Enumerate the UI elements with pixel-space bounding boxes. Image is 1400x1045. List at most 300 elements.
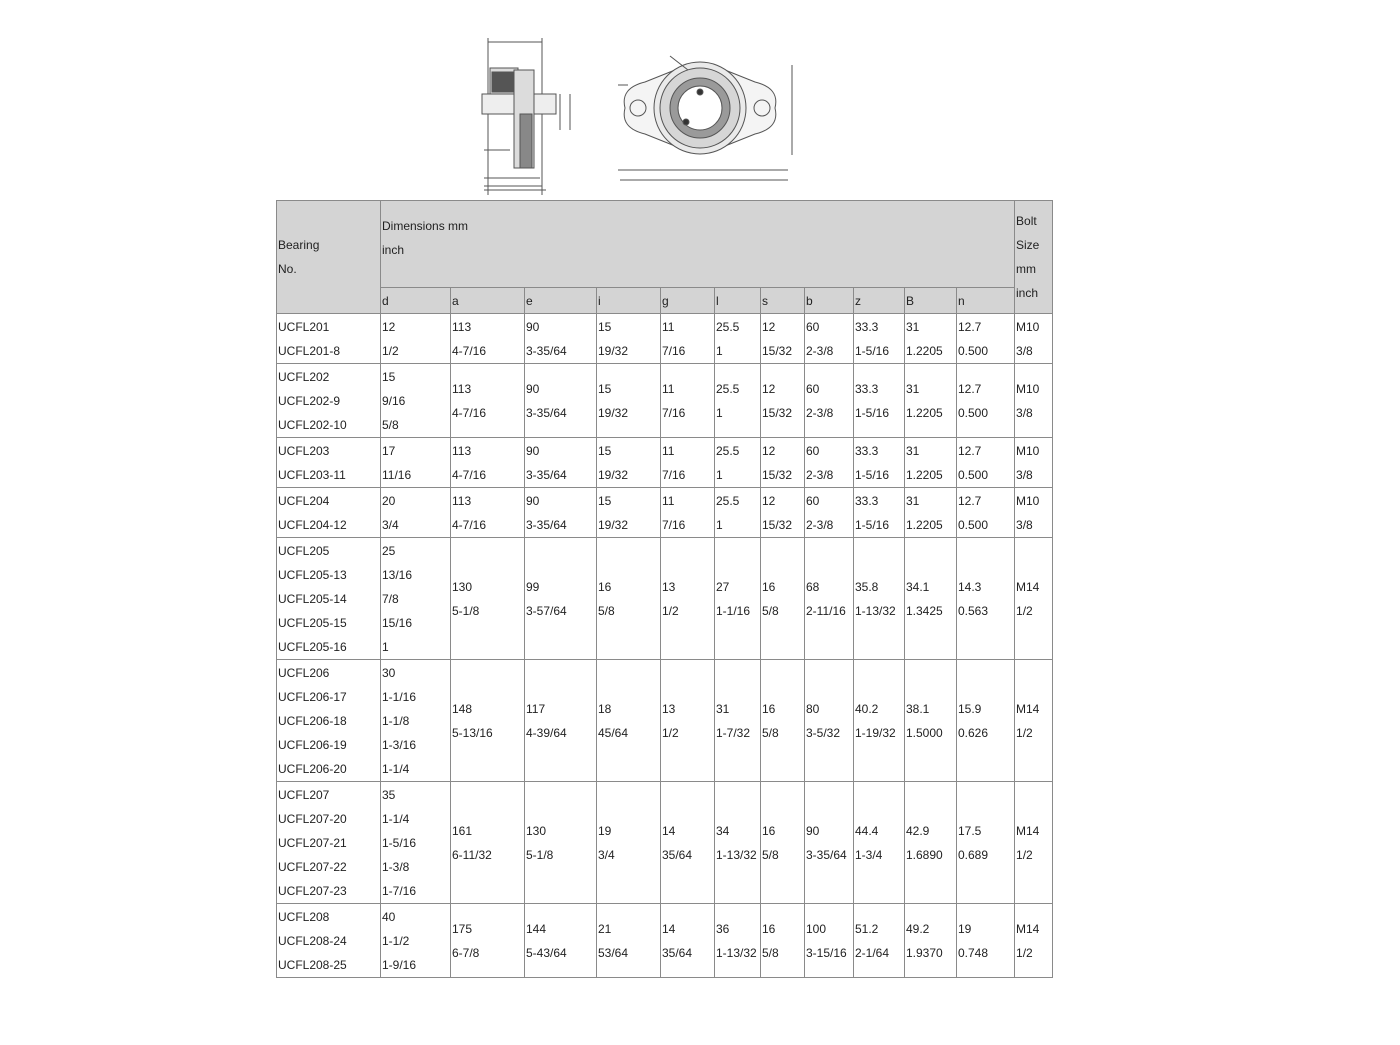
- cell-line: 5/8: [762, 945, 779, 960]
- cell-l: [715, 782, 761, 904]
- cell-line: 15: [382, 369, 396, 384]
- cell-line: 12: [382, 319, 396, 334]
- cell-z: [854, 438, 905, 488]
- table-row: [277, 488, 1053, 538]
- cell-e: [525, 364, 597, 438]
- cell-n: [957, 364, 1015, 438]
- cell-line: 12.7: [958, 381, 982, 396]
- cell-line: 1-5/16: [382, 835, 417, 850]
- cell-line: 5/8: [762, 603, 779, 618]
- bearing-drawings: [470, 30, 810, 200]
- cell-b: [905, 488, 957, 538]
- cell-line: 3-35/64: [806, 847, 847, 862]
- cell-line: 5-1/8: [452, 603, 480, 618]
- cell-b: [805, 538, 854, 660]
- cell-line: 1/2: [1016, 725, 1033, 740]
- cell-line: 40: [382, 909, 396, 924]
- cell-line: UCFL205-15: [278, 615, 347, 630]
- cell-line: 15: [598, 443, 612, 458]
- cell-line: 4-7/16: [452, 517, 487, 532]
- cell-line: 5-43/64: [526, 945, 567, 960]
- cell-line: 1/2: [1016, 603, 1033, 618]
- cell-n: [957, 538, 1015, 660]
- cell-a: [451, 782, 525, 904]
- cell-line: 1: [716, 517, 723, 532]
- cell-line: 12.7: [958, 443, 982, 458]
- cell-a: [451, 538, 525, 660]
- cell-line: 35/64: [662, 945, 693, 960]
- column-header: a: [451, 288, 525, 314]
- cell-l: [715, 904, 761, 978]
- cell-line: 31: [906, 319, 920, 334]
- header-dimensions: Dimensions mm inch: [381, 201, 1015, 288]
- cell-line: UCFL208-25: [278, 957, 347, 972]
- cell-a: [451, 660, 525, 782]
- cell-i: [597, 660, 661, 782]
- cell-line: 1: [382, 639, 389, 654]
- cell-line: 33.3: [855, 319, 879, 334]
- cell-e: [525, 660, 597, 782]
- cell-b: [805, 782, 854, 904]
- cell-line: UCFL203-11: [278, 467, 346, 482]
- cell-line: 15/32: [762, 467, 793, 482]
- cell-line: 11: [662, 319, 675, 334]
- cell-i: [597, 904, 661, 978]
- cell-d: [381, 364, 451, 438]
- cell-line: M14: [1016, 701, 1040, 716]
- cell-s: [761, 904, 805, 978]
- cell-b: [805, 488, 854, 538]
- cell-line: 15/32: [762, 343, 793, 358]
- cell-line: UCFL203: [278, 443, 330, 458]
- cell-line: 17: [382, 443, 396, 458]
- cell-line: 1.2205: [906, 517, 943, 532]
- cell-a: [451, 314, 525, 364]
- table-row: [277, 904, 1053, 978]
- cell-line: 130: [452, 579, 473, 594]
- cell-line: 35.8: [855, 579, 879, 594]
- column-header: g: [661, 288, 715, 314]
- cell-line: 14: [662, 921, 676, 936]
- cell-line: 1-3/4: [855, 847, 883, 862]
- cell-line: UCFL202-10: [278, 417, 347, 432]
- cell-line: 113: [452, 443, 472, 458]
- cell-line: 5/8: [382, 417, 399, 432]
- cell-line: 1-3/16: [382, 737, 417, 752]
- cell-line: 1: [716, 343, 723, 358]
- cell-b: [805, 364, 854, 438]
- cell-line: 0.500: [958, 405, 989, 420]
- cell-line: 18: [598, 701, 612, 716]
- cell-line: 113: [452, 381, 472, 396]
- cell-line: UCFL207: [278, 787, 330, 802]
- cell-z: [854, 660, 905, 782]
- cell-bearing: [277, 488, 381, 538]
- cell-line: 1.2205: [906, 343, 943, 358]
- cell-line: 100: [806, 921, 827, 936]
- cell-line: 60: [806, 381, 820, 396]
- cell-e: [525, 488, 597, 538]
- cell-line: 33.3: [855, 493, 879, 508]
- cell-i: [597, 782, 661, 904]
- cell-line: 90: [526, 443, 540, 458]
- cell-line: 1/2: [662, 725, 679, 740]
- cell-bearing: [277, 438, 381, 488]
- cell-line: 1-9/16: [382, 957, 417, 972]
- cell-line: 0.500: [958, 467, 989, 482]
- column-header: s: [761, 288, 805, 314]
- cell-line: 14.3: [958, 579, 982, 594]
- column-header: l: [715, 288, 761, 314]
- cell-b: [905, 904, 957, 978]
- cell-line: 7/16: [662, 517, 686, 532]
- cell-n: [957, 438, 1015, 488]
- cell-line: UCFL207-20: [278, 811, 347, 826]
- cell-bolt: [1015, 782, 1053, 904]
- cell-z: [854, 364, 905, 438]
- cell-b: [905, 538, 957, 660]
- cell-line: 15: [598, 381, 612, 396]
- cell-z: [854, 314, 905, 364]
- column-header: b: [805, 288, 854, 314]
- cell-l: [715, 314, 761, 364]
- cell-b: [905, 314, 957, 364]
- cell-line: M14: [1016, 579, 1040, 594]
- cell-line: 45/64: [598, 725, 629, 740]
- cell-line: 11: [662, 493, 675, 508]
- cell-line: 7/16: [662, 405, 686, 420]
- cell-line: 11: [662, 381, 675, 396]
- cell-line: 1.5000: [906, 725, 943, 740]
- cell-line: M10: [1016, 319, 1040, 334]
- cell-line: 19/32: [598, 343, 629, 358]
- cell-line: UCFL206-19: [278, 737, 347, 752]
- cell-line: 15/16: [382, 615, 413, 630]
- cell-line: UCFL202-9: [278, 393, 341, 408]
- cell-line: 15: [598, 493, 612, 508]
- cell-line: 1.3425: [906, 603, 943, 618]
- cell-line: 0.500: [958, 517, 989, 532]
- cell-line: 25.5: [716, 381, 740, 396]
- cell-line: 1/2: [662, 603, 679, 618]
- cell-g: [661, 782, 715, 904]
- cell-line: 90: [526, 493, 540, 508]
- cell-line: 15.9: [958, 701, 982, 716]
- cell-line: 1-1/16: [716, 603, 751, 618]
- cell-line: 3-57/64: [526, 603, 567, 618]
- cell-line: 3-5/32: [806, 725, 841, 740]
- cell-line: 3-35/64: [526, 343, 567, 358]
- cell-s: [761, 488, 805, 538]
- cell-line: 1-3/8: [382, 859, 410, 874]
- cell-line: UCFL206-17: [278, 689, 347, 704]
- cell-n: [957, 660, 1015, 782]
- cell-line: 33.3: [855, 381, 879, 396]
- cell-g: [661, 364, 715, 438]
- cell-line: 1-1/8: [382, 713, 410, 728]
- cell-line: 1-7/32: [716, 725, 751, 740]
- cell-line: 1-1/4: [382, 811, 410, 826]
- cell-z: [854, 488, 905, 538]
- cell-e: [525, 538, 597, 660]
- cell-line: UCFL207-22: [278, 859, 347, 874]
- cell-line: 2-3/8: [806, 517, 834, 532]
- cell-s: [761, 364, 805, 438]
- cell-line: 4-7/16: [452, 467, 487, 482]
- cell-line: 3-35/64: [526, 405, 567, 420]
- cell-line: 1-5/16: [855, 405, 890, 420]
- cell-line: 4-7/16: [452, 405, 487, 420]
- cell-line: 0.689: [958, 847, 989, 862]
- cell-line: 3/4: [598, 847, 615, 862]
- cell-s: [761, 538, 805, 660]
- cell-line: 2-3/8: [806, 343, 834, 358]
- cell-line: 3/8: [1016, 467, 1033, 482]
- cell-d: [381, 488, 451, 538]
- table-body: [277, 314, 1053, 978]
- cell-g: [661, 660, 715, 782]
- cell-line: M10: [1016, 381, 1040, 396]
- column-header: i: [597, 288, 661, 314]
- cell-n: [957, 314, 1015, 364]
- cell-line: 68: [806, 579, 820, 594]
- cell-line: 35/64: [662, 847, 693, 862]
- cell-s: [761, 438, 805, 488]
- cell-i: [597, 364, 661, 438]
- cell-d: [381, 538, 451, 660]
- cell-line: 49.2: [906, 921, 930, 936]
- cell-line: 1.2205: [906, 467, 943, 482]
- cell-line: UCFL204: [278, 493, 330, 508]
- cell-bolt: [1015, 438, 1053, 488]
- cell-line: 1-1/2: [382, 933, 410, 948]
- cell-g: [661, 438, 715, 488]
- cell-line: 113: [452, 319, 472, 334]
- cell-line: 5/8: [762, 725, 779, 740]
- cell-line: UCFL201-8: [278, 343, 341, 358]
- cell-g: [661, 904, 715, 978]
- cell-n: [957, 782, 1015, 904]
- cell-line: 2-3/8: [806, 405, 834, 420]
- cell-l: [715, 488, 761, 538]
- cell-bearing: [277, 314, 381, 364]
- cell-line: 1/2: [382, 343, 399, 358]
- cell-line: 6-11/32: [452, 847, 492, 862]
- cell-e: [525, 782, 597, 904]
- cell-line: 144: [526, 921, 547, 936]
- column-header: d: [381, 288, 451, 314]
- cell-line: 31: [906, 381, 920, 396]
- cell-g: [661, 314, 715, 364]
- cell-i: [597, 438, 661, 488]
- cell-line: 113: [452, 493, 472, 508]
- cell-line: 1.9370: [906, 945, 943, 960]
- cell-line: 60: [806, 493, 820, 508]
- cell-line: 25.5: [716, 443, 740, 458]
- cell-line: 3-15/16: [806, 945, 847, 960]
- cell-line: 2-3/8: [806, 467, 834, 482]
- cell-line: UCFL204-12: [278, 517, 347, 532]
- cell-line: 12: [762, 319, 776, 334]
- cell-b: [905, 660, 957, 782]
- cell-b: [805, 904, 854, 978]
- cell-line: 2-11/16: [806, 603, 846, 618]
- cell-line: 4-39/64: [526, 725, 567, 740]
- cell-line: 3/8: [1016, 517, 1033, 532]
- cell-i: [597, 488, 661, 538]
- cell-g: [661, 488, 715, 538]
- cell-line: 1/2: [1016, 847, 1033, 862]
- cell-line: 3-35/64: [526, 517, 567, 532]
- cell-line: 38.1: [906, 701, 930, 716]
- cell-line: 3-35/64: [526, 467, 567, 482]
- cell-line: 1-1/16: [382, 689, 417, 704]
- cell-line: 0.563: [958, 603, 989, 618]
- cell-line: UCFL206: [278, 665, 330, 680]
- cell-a: [451, 904, 525, 978]
- header-bolt-size: Bolt Size mm inch: [1015, 201, 1053, 314]
- cell-line: 5-13/16: [452, 725, 493, 740]
- cell-line: 34: [716, 823, 730, 838]
- cell-line: 60: [806, 443, 820, 458]
- table-row: [277, 660, 1053, 782]
- cell-line: 15: [598, 319, 612, 334]
- cell-line: M10: [1016, 493, 1040, 508]
- cell-bolt: [1015, 314, 1053, 364]
- cell-line: 1-5/16: [855, 467, 890, 482]
- cell-line: 1-5/16: [855, 343, 890, 358]
- dimension-table: [276, 200, 1053, 978]
- cell-line: 21: [598, 921, 612, 936]
- front-view-drawing: [618, 56, 792, 180]
- cell-line: 17.5: [958, 823, 982, 838]
- cell-l: [715, 438, 761, 488]
- cell-line: UCFL206-18: [278, 713, 347, 728]
- column-header: z: [854, 288, 905, 314]
- cell-line: 148: [452, 701, 473, 716]
- cell-line: 5/8: [598, 603, 615, 618]
- cell-bolt: [1015, 488, 1053, 538]
- cell-bolt: [1015, 538, 1053, 660]
- cell-line: 1-1/4: [382, 761, 410, 776]
- cell-line: 3/8: [1016, 405, 1033, 420]
- cell-line: 16: [762, 921, 776, 936]
- cell-a: [451, 364, 525, 438]
- cell-b: [905, 438, 957, 488]
- cell-line: 16: [598, 579, 612, 594]
- cell-line: 13: [662, 579, 676, 594]
- cell-line: 7/8: [382, 591, 399, 606]
- cell-l: [715, 660, 761, 782]
- table-row: [277, 782, 1053, 904]
- cell-line: 44.4: [855, 823, 879, 838]
- table-row: [277, 438, 1053, 488]
- cell-line: UCFL205-14: [278, 591, 347, 606]
- cell-line: 27: [716, 579, 730, 594]
- cell-line: 7/16: [662, 467, 686, 482]
- cell-line: 4-7/16: [452, 343, 487, 358]
- cell-line: 3/4: [382, 517, 399, 532]
- cell-line: 16: [762, 701, 776, 716]
- cell-bolt: [1015, 904, 1053, 978]
- cell-line: 15/32: [762, 405, 793, 420]
- header-bearing-no: Bearing No.: [277, 201, 381, 314]
- cell-line: UCFL208: [278, 909, 330, 924]
- cell-line: 1: [716, 467, 723, 482]
- cell-line: 1.6890: [906, 847, 943, 862]
- cell-line: UCFL202: [278, 369, 330, 384]
- cell-bolt: [1015, 660, 1053, 782]
- cell-line: 34.1: [906, 579, 930, 594]
- cell-line: 3/8: [1016, 343, 1033, 358]
- cell-a: [451, 488, 525, 538]
- cell-line: 7/16: [662, 343, 686, 358]
- cell-e: [525, 904, 597, 978]
- cell-line: 35: [382, 787, 396, 802]
- cell-line: 16: [762, 579, 776, 594]
- cell-bearing: [277, 538, 381, 660]
- cell-s: [761, 782, 805, 904]
- cell-line: 19/32: [598, 467, 629, 482]
- cell-b: [805, 660, 854, 782]
- cell-bearing: [277, 782, 381, 904]
- cell-line: 5/8: [762, 847, 779, 862]
- cell-line: 20: [382, 493, 396, 508]
- cell-line: 5-1/8: [526, 847, 554, 862]
- cell-d: [381, 438, 451, 488]
- cell-e: [525, 314, 597, 364]
- cell-line: 51.2: [855, 921, 879, 936]
- cell-i: [597, 314, 661, 364]
- cell-line: 33.3: [855, 443, 879, 458]
- cell-a: [451, 438, 525, 488]
- cell-line: 60: [806, 319, 820, 334]
- cell-line: 19/32: [598, 517, 629, 532]
- cell-line: 0.748: [958, 945, 989, 960]
- cell-bearing: [277, 660, 381, 782]
- cell-i: [597, 538, 661, 660]
- cell-s: [761, 660, 805, 782]
- cell-line: UCFL205: [278, 543, 330, 558]
- cell-d: [381, 660, 451, 782]
- cell-d: [381, 904, 451, 978]
- cell-line: 1/2: [1016, 945, 1033, 960]
- cell-line: 99: [526, 579, 540, 594]
- cell-line: 2-1/64: [855, 945, 890, 960]
- cell-bearing: [277, 364, 381, 438]
- table-row: [277, 364, 1053, 438]
- table-row: [277, 538, 1053, 660]
- cell-line: UCFL201: [278, 319, 330, 334]
- column-header: B: [905, 288, 957, 314]
- cell-line: UCFL205-13: [278, 567, 347, 582]
- cell-line: 11: [662, 443, 675, 458]
- cell-l: [715, 364, 761, 438]
- cell-line: 90: [526, 319, 540, 334]
- cell-line: 53/64: [598, 945, 629, 960]
- cell-line: 12.7: [958, 319, 982, 334]
- cell-line: 80: [806, 701, 820, 716]
- cell-line: 12: [762, 381, 776, 396]
- cell-line: 31: [906, 493, 920, 508]
- cell-l: [715, 538, 761, 660]
- cell-d: [381, 782, 451, 904]
- cell-line: UCFL206-20: [278, 761, 347, 776]
- cell-line: 175: [452, 921, 473, 936]
- cell-b: [905, 782, 957, 904]
- cell-line: 30: [382, 665, 396, 680]
- cell-line: 9/16: [382, 393, 406, 408]
